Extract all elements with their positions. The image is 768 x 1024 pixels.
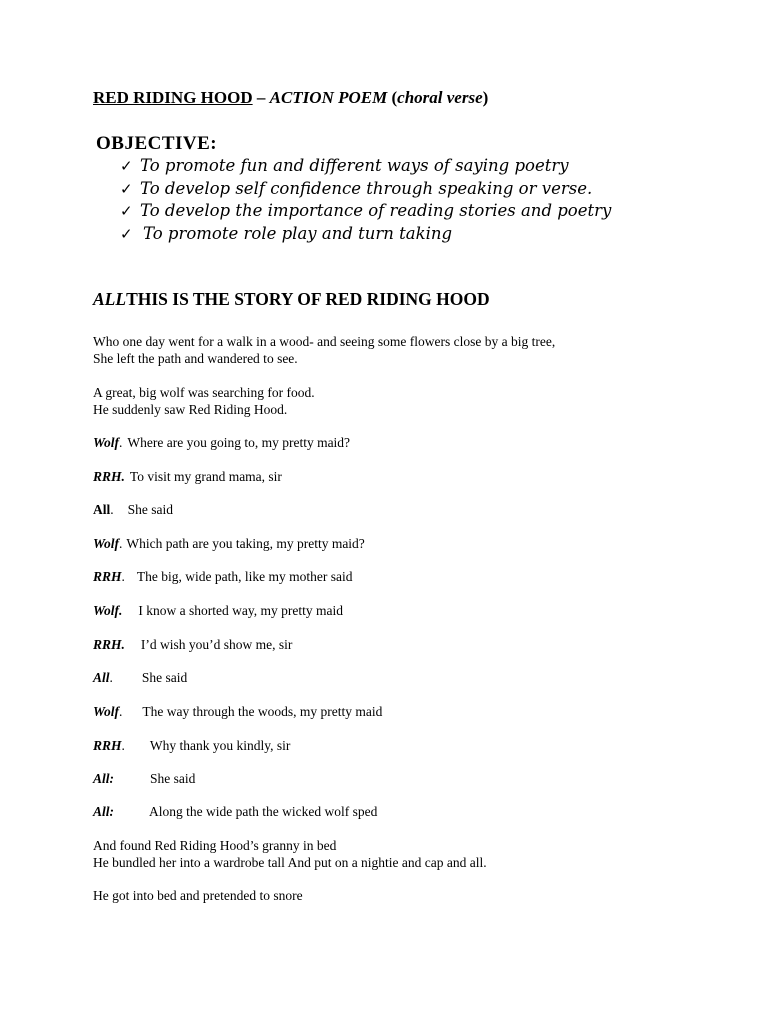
dialogue-text: She said [127, 502, 174, 517]
dialogue-line [93, 703, 382, 720]
story-heading [93, 289, 490, 310]
dialogue-text: I’d wish you’d show me, sir [140, 637, 293, 652]
dialogue-text: To visit my grand mama, sir [129, 469, 282, 484]
speaker-label: Wolf [93, 704, 119, 719]
objective-text: To develop self confidence through speaking or verse. [140, 178, 593, 198]
title-open-paren: ( [387, 88, 398, 107]
dialogue-line [93, 568, 352, 585]
dialogue-line [93, 770, 195, 787]
title-main: RED RIDING HOOD [93, 88, 253, 107]
objective-item [120, 200, 611, 223]
story-heading-all: ALL [93, 289, 127, 309]
dialogue-text: She said [150, 771, 196, 786]
narration-line: Who one day went for a walk in a wood- and seeing some flowers close by a big tree, [93, 334, 556, 349]
speaker-label: All [93, 502, 111, 517]
speaker-punct: . [110, 502, 114, 517]
speaker-label: Wolf [93, 435, 119, 450]
dialogue-line [93, 602, 343, 619]
objective-text: To promote fun and different ways of saying poetry [140, 156, 569, 175]
speaker-punct: . [121, 569, 125, 584]
dialogue-line [93, 737, 290, 754]
narration-line: A great, big wolf was searching for food. [93, 385, 315, 400]
objective-heading: OBJECTIVE: [96, 133, 218, 154]
objective-item [120, 155, 611, 178]
title-close-paren: ) [482, 88, 489, 107]
objective-item [120, 178, 611, 201]
objective-item [120, 223, 611, 246]
speaker-punct: . [109, 670, 113, 685]
objective-list [120, 155, 611, 246]
dialogue-text: The way through the woods, my pretty maid [142, 704, 383, 719]
dialogue-line [93, 434, 350, 451]
dialogue-text: The big, wide path, like my mother said [136, 569, 353, 584]
speaker-punct: . [119, 435, 123, 450]
speaker-label: RRH. [93, 469, 125, 484]
dialogue-line [93, 803, 377, 820]
dialogue-text: Where are you going to, my pretty maid? [127, 435, 351, 450]
dialogue-line [93, 501, 173, 518]
speaker-label: All [93, 670, 110, 685]
speaker-label: Wolf [93, 536, 119, 551]
speaker-punct: . [119, 536, 123, 551]
objective-text: To develop the importance of reading stories and poetry [140, 201, 612, 221]
title-choral: choral verse [397, 88, 483, 107]
story-heading-text: THIS IS THE STORY OF RED RIDING HOOD [126, 289, 490, 309]
speaker-label: RRH [93, 738, 122, 753]
narration-line: He bundled her into a wardrobe tall And put on a nightie and cap and all. [93, 855, 487, 870]
speaker-label: Wolf. [93, 603, 123, 618]
dialogue-text: She said [141, 670, 188, 685]
dialogue-line [93, 535, 365, 552]
dialogue-line [93, 636, 292, 653]
checkmark-icon: ✓ [120, 202, 133, 221]
speaker-label: RRH. [93, 637, 125, 652]
checkmark-icon: ✓ [120, 225, 133, 244]
dialogue-text: I know a shorted way, my pretty maid [138, 603, 343, 618]
speaker-label: RRH [93, 569, 122, 584]
narration-line: He got into bed and pretended to snore [93, 888, 303, 903]
speaker-punct: . [121, 738, 125, 753]
objective-text: To promote role play and turn taking [143, 224, 453, 244]
dialogue-text: Why thank you kindly, sir [149, 738, 291, 753]
checkmark-icon: ✓ [120, 179, 133, 198]
speaker-label: All: [93, 804, 115, 819]
dialogue-text: Which path are you taking, my pretty maid? [126, 536, 365, 551]
narration-line: He suddenly saw Red Riding Hood. [93, 402, 288, 417]
dialogue-text: Along the wide path the wicked wolf sped [149, 804, 378, 819]
title-action: ACTION POEM [269, 88, 388, 107]
dialogue-line [93, 468, 282, 485]
narration-line: And found Red Riding Hood’s granny in bed [93, 838, 337, 853]
narration-line: She left the path and wandered to see. [93, 351, 298, 366]
title-dash: – [252, 88, 270, 107]
dialogue-line [93, 669, 187, 686]
checkmark-icon: ✓ [120, 157, 133, 175]
speaker-label: All: [93, 771, 115, 786]
document-title [93, 88, 488, 108]
speaker-punct: . [119, 704, 123, 719]
